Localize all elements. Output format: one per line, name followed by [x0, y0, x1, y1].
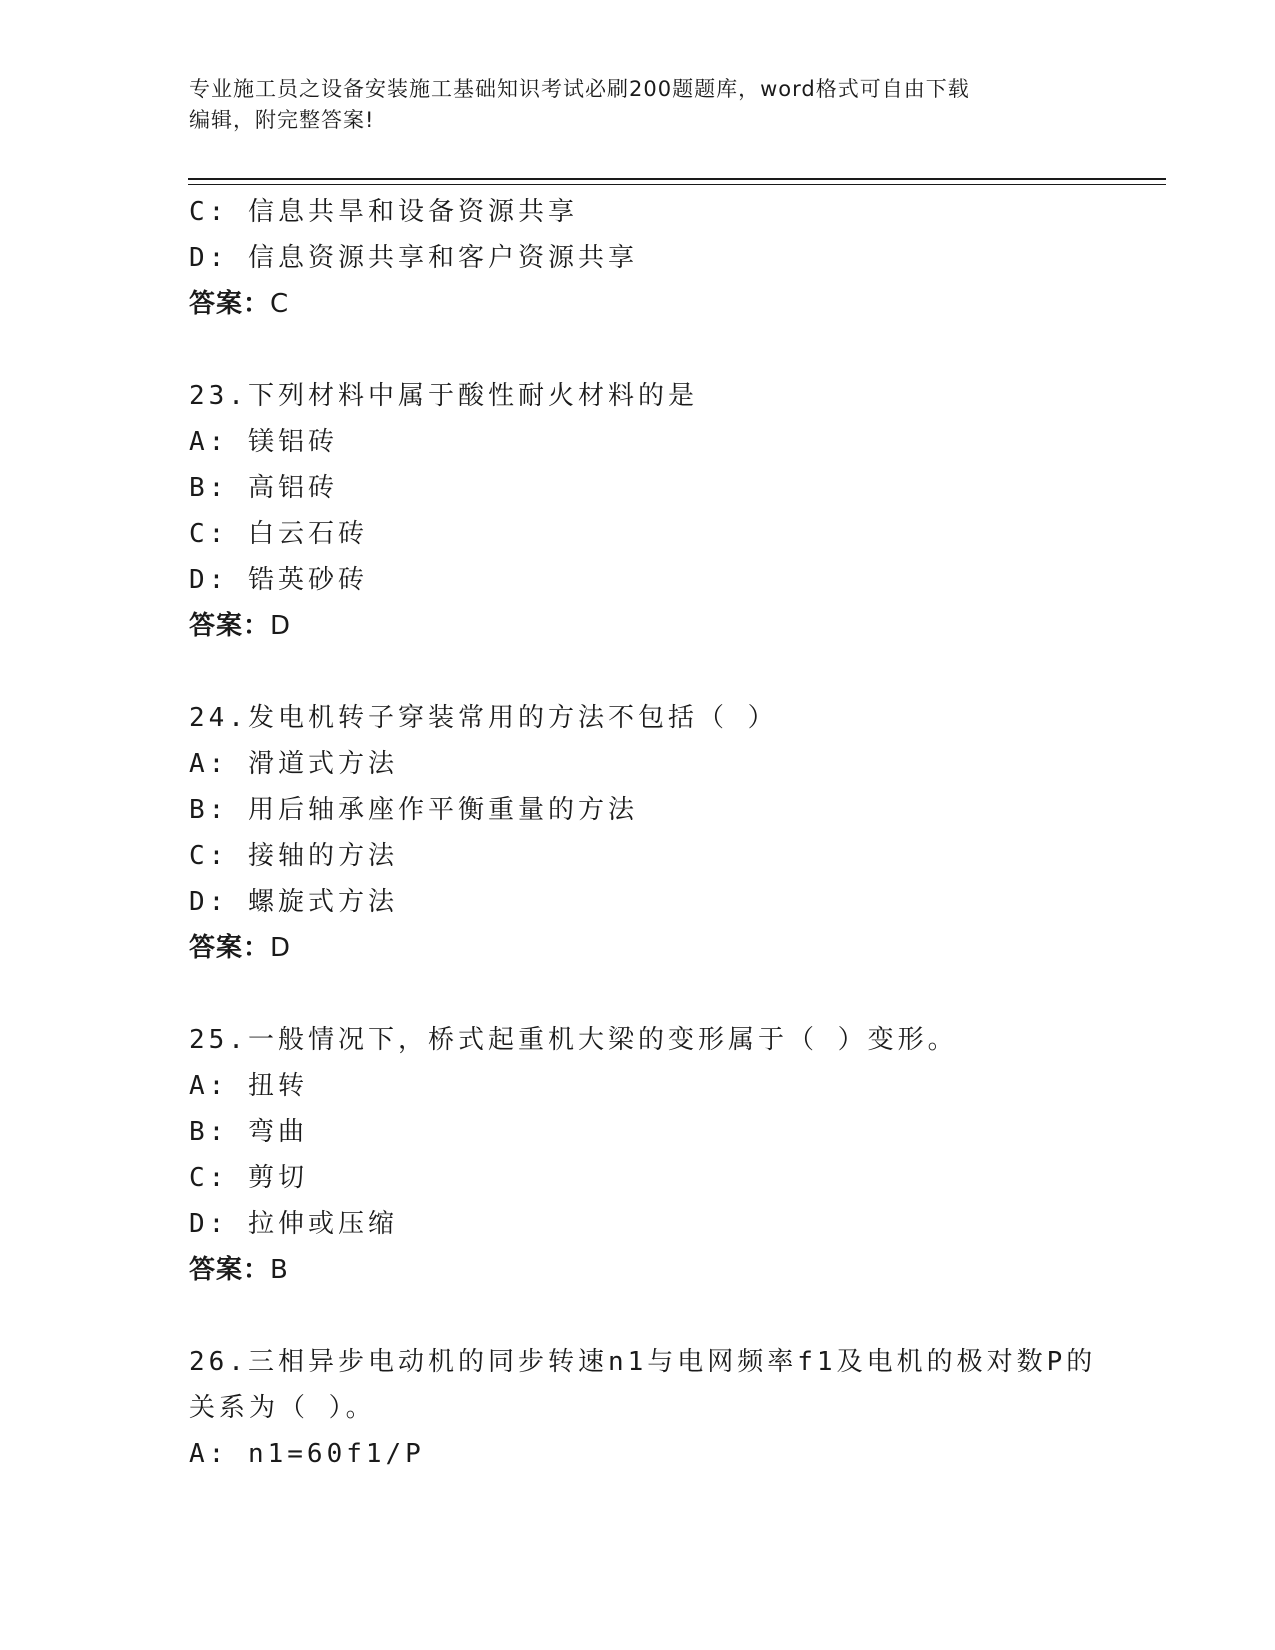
option-d: D: 拉伸或压缩	[189, 1209, 398, 1239]
option-b: B: 用后轴承座作平衡重量的方法	[189, 795, 638, 825]
header-title-line-2: 编辑，附完整答案!	[189, 108, 375, 132]
option-c: C: 剪切	[189, 1163, 308, 1193]
option-d: D: 信息资源共享和客户资源共享	[189, 243, 638, 273]
answer-label: 答案：	[189, 1255, 271, 1285]
answer-label: 答案：	[189, 289, 271, 319]
question-text: 25.一般情况下，桥式起重机大梁的变形属于（ ）变形。	[189, 1025, 958, 1055]
option-d: D: 锆英砂砖	[189, 565, 368, 595]
answer-line	[189, 281, 1129, 327]
question-text: 24.发电机转子穿装常用的方法不包括（ ）	[189, 703, 778, 733]
header-title-line-1: 专业施工员之设备安装施工基础知识考试必刷200题题库，word格式可自由下载	[189, 77, 970, 101]
option-a: A: 镁铝砖	[189, 427, 338, 457]
question-24	[189, 695, 1129, 971]
question-22-continued	[189, 189, 1129, 327]
answer-value: D	[270, 611, 292, 641]
option-a: A: n1=60f1/P	[189, 1439, 425, 1469]
option-b: B: 高铝砖	[189, 473, 338, 503]
option-d: D: 螺旋式方法	[189, 887, 398, 917]
option-c: C: 接轴的方法	[189, 841, 398, 871]
header-rule-thick	[188, 178, 1166, 180]
answer-line	[189, 603, 1129, 649]
question-25	[189, 1017, 1129, 1293]
question-23	[189, 373, 1129, 649]
document-header	[189, 74, 1089, 136]
answer-value: C	[270, 289, 290, 319]
option-b: B: 弯曲	[189, 1117, 308, 1147]
question-text-line-2: 关系为（ ）。	[189, 1393, 376, 1423]
question-text-line-1: 26.三相异步电动机的同步转速n1与电网频率f1及电机的极对数P的	[189, 1347, 1097, 1377]
option-a: A: 滑道式方法	[189, 749, 398, 779]
question-list	[189, 189, 1129, 1477]
answer-label: 答案：	[189, 933, 271, 963]
answer-line	[189, 925, 1129, 971]
header-rule-thin	[188, 184, 1166, 185]
answer-line	[189, 1247, 1129, 1293]
question-text: 23.下列材料中属于酸性耐火材料的是	[189, 381, 698, 411]
answer-label: 答案：	[189, 611, 271, 641]
option-a: A: 扭转	[189, 1071, 308, 1101]
option-c: C: 白云石砖	[189, 519, 368, 549]
question-26	[189, 1339, 1129, 1477]
option-c: C: 信息共旱和设备资源共享	[189, 197, 578, 227]
answer-value: B	[270, 1255, 289, 1285]
answer-value: D	[270, 933, 292, 963]
